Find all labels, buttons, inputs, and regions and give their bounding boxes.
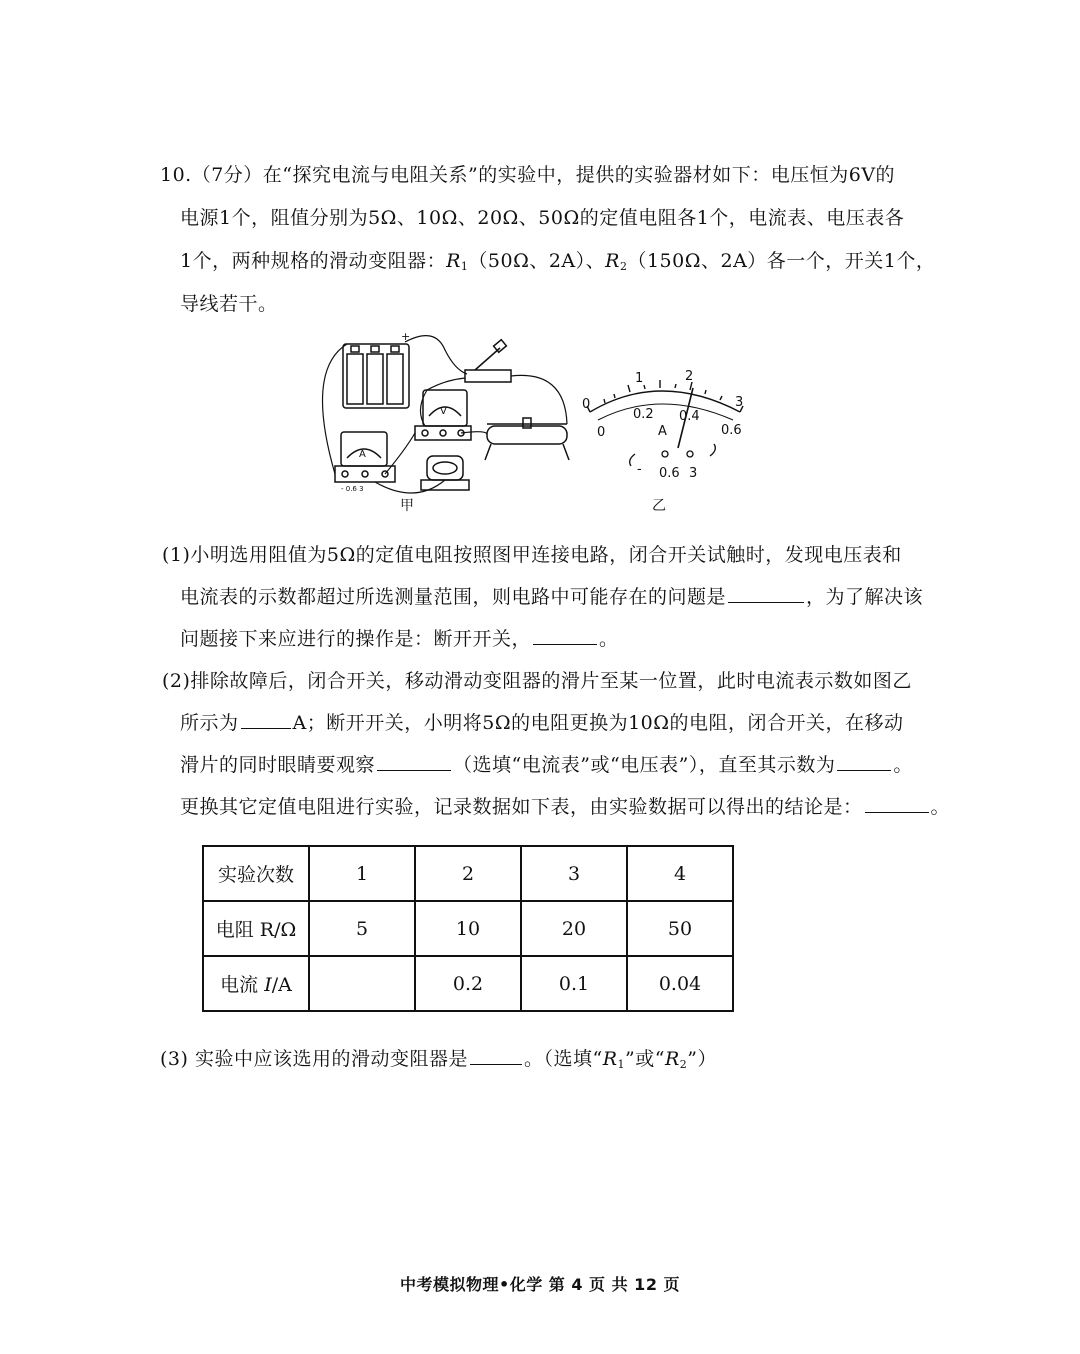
part3-line-a: (3) 实验中应该选用的滑动变阻器是 [160, 1048, 468, 1070]
terminal-3: 3 [689, 466, 698, 481]
table-cell: 3 [521, 846, 627, 901]
r2-symbol: R [605, 250, 620, 272]
meter-unit: A [658, 424, 667, 439]
part1-line-3-a: 问题接下来应进行的操作是：断开开关， [180, 628, 532, 650]
part2-line-4-a: 更换其它定值电阻进行实验，记录数据如下表，由实验数据可以得出的结论是： [180, 796, 863, 818]
table-header-resistance: 电阻 R/Ω [203, 901, 309, 956]
part1-line-3 [180, 624, 619, 651]
current-header-b: /A [271, 974, 292, 996]
table-cell: 5 [309, 901, 415, 956]
outer-tick-1: 1 [635, 371, 644, 386]
table-cell: 2 [415, 846, 521, 901]
table-cell: 1 [309, 846, 415, 901]
table-cell: 50 [627, 901, 733, 956]
table-header-current [203, 956, 309, 1011]
question-line-3 [180, 246, 935, 273]
current-header-a: 电流 [220, 974, 265, 996]
answer-blank-5[interactable] [837, 752, 891, 771]
part2-line-2 [180, 708, 904, 735]
part1-line-2 [180, 582, 923, 609]
r1-symbol: R [446, 250, 461, 272]
question-line-4: 导线若干。 [180, 293, 278, 315]
part2-line-1: (2)排除故障后，闭合开关，移动滑动变阻器的滑片至某一位置，此时电流表示数如图乙 [162, 670, 912, 692]
answer-blank-6[interactable] [865, 794, 929, 813]
table-row-current [203, 956, 733, 1011]
terminal-0-6: 0.6 [659, 466, 680, 481]
table-cell: 0.1 [521, 956, 627, 1011]
table-row-trials [203, 846, 733, 901]
part1-line-3-b: 。 [599, 628, 619, 650]
answer-blank-1[interactable] [728, 584, 804, 603]
figure-label-yi: 乙 [652, 498, 666, 514]
circuit-figure [315, 330, 765, 520]
answer-blank-2[interactable] [533, 626, 597, 645]
table-cell: 10 [415, 901, 521, 956]
part2-line-3 [180, 750, 913, 777]
table-cell-empty[interactable] [309, 956, 415, 1011]
r1-option-symbol: R [602, 1048, 618, 1070]
r2-subscript: 2 [619, 260, 628, 273]
table-header-trials: 实验次数 [203, 846, 309, 901]
part3-line-c: ”或“ [625, 1048, 665, 1070]
r1-subscript: 1 [460, 260, 469, 273]
data-table [202, 845, 734, 1012]
terminal-minus: - [637, 462, 642, 477]
question-line-1: 10.（7分）在“探究电流与电阻关系”的实验中，提供的实验器材如下：电压恒为6V的 [160, 164, 896, 186]
answer-blank-4[interactable] [377, 752, 451, 771]
part1-line-1: (1)小明选用阻值为5Ω的定值电阻按照图甲连接电路，闭合开关试触时，发现电压表和 [162, 544, 902, 566]
fixed-resistor [421, 456, 469, 490]
table-row-resistance [203, 901, 733, 956]
r2-option-subscript: 2 [679, 1058, 688, 1071]
question-line-3-a: 1个，两种规格的滑动变阻器： [180, 250, 447, 272]
question-line-2: 电源1个，阻值分别为5Ω、10Ω、20Ω、50Ω的定值电阻各1个，电流表、电压表各 [180, 207, 905, 229]
part2-line-2-b: A；断开开关，小明将5Ω的电阻更换为10Ω的电阻，闭合开关，在移动 [292, 712, 904, 734]
table-cell: 0.04 [627, 956, 733, 1011]
answer-blank-7[interactable] [470, 1046, 522, 1065]
part2-line-3-c: 。 [893, 754, 913, 776]
meter-terminals [630, 444, 716, 466]
sliding-rheostat [485, 418, 569, 460]
answer-blank-3[interactable] [241, 710, 291, 729]
ammeter-dial [587, 380, 743, 420]
outer-tick-2: 2 [685, 369, 694, 384]
part1-line-2-a: 电流表的示数都超过所选测量范围，则电路中可能存在的问题是 [180, 586, 727, 608]
table-cell: 20 [521, 901, 627, 956]
inner-tick-0-2: 0.2 [633, 407, 654, 422]
figure-label-jia: 甲 [400, 498, 414, 514]
inner-tick-0-6: 0.6 [721, 423, 742, 438]
part2-line-3-b: （选填“电流表”或“电压表”），直至其示数为 [453, 754, 836, 776]
part3-line-b: 。（选填“ [523, 1048, 603, 1070]
voltmeter-letter: V [440, 406, 447, 417]
switch [465, 340, 511, 382]
battery-pack [343, 344, 409, 408]
inner-tick-0-4: 0.4 [679, 409, 700, 424]
part3-line [160, 1044, 717, 1071]
r2-option-symbol: R [664, 1048, 680, 1070]
page-footer: 中考模拟物理•化学 第 4 页 共 12 页 [399, 1275, 681, 1294]
part3-line-d: ”） [687, 1048, 717, 1070]
r1-option-subscript: 1 [617, 1058, 625, 1071]
inner-tick-0: 0 [597, 425, 606, 440]
ammeter-letter: A [359, 449, 366, 460]
part2-line-4-b: 。 [930, 796, 951, 818]
part2-line-2-a: 所示为 [180, 712, 239, 734]
outer-tick-0: 0 [582, 397, 591, 412]
ammeter-terminal-labels: - 0.6 3 [341, 485, 364, 493]
question-line-3-b: （50Ω、2A）、 [468, 250, 606, 272]
plus-sign: + [401, 330, 411, 343]
table-cell: 0.2 [415, 956, 521, 1011]
table-cell: 4 [627, 846, 733, 901]
question-line-3-c: （150Ω、2A）各一个，开关1个， [627, 250, 936, 272]
part2-line-4 [180, 792, 950, 819]
outer-tick-3: 3 [735, 395, 744, 410]
current-symbol: I [264, 974, 272, 996]
part1-line-2-b: ，为了解决该 [806, 586, 924, 608]
part2-line-3-a: 滑片的同时眼睛要观察 [180, 754, 376, 776]
